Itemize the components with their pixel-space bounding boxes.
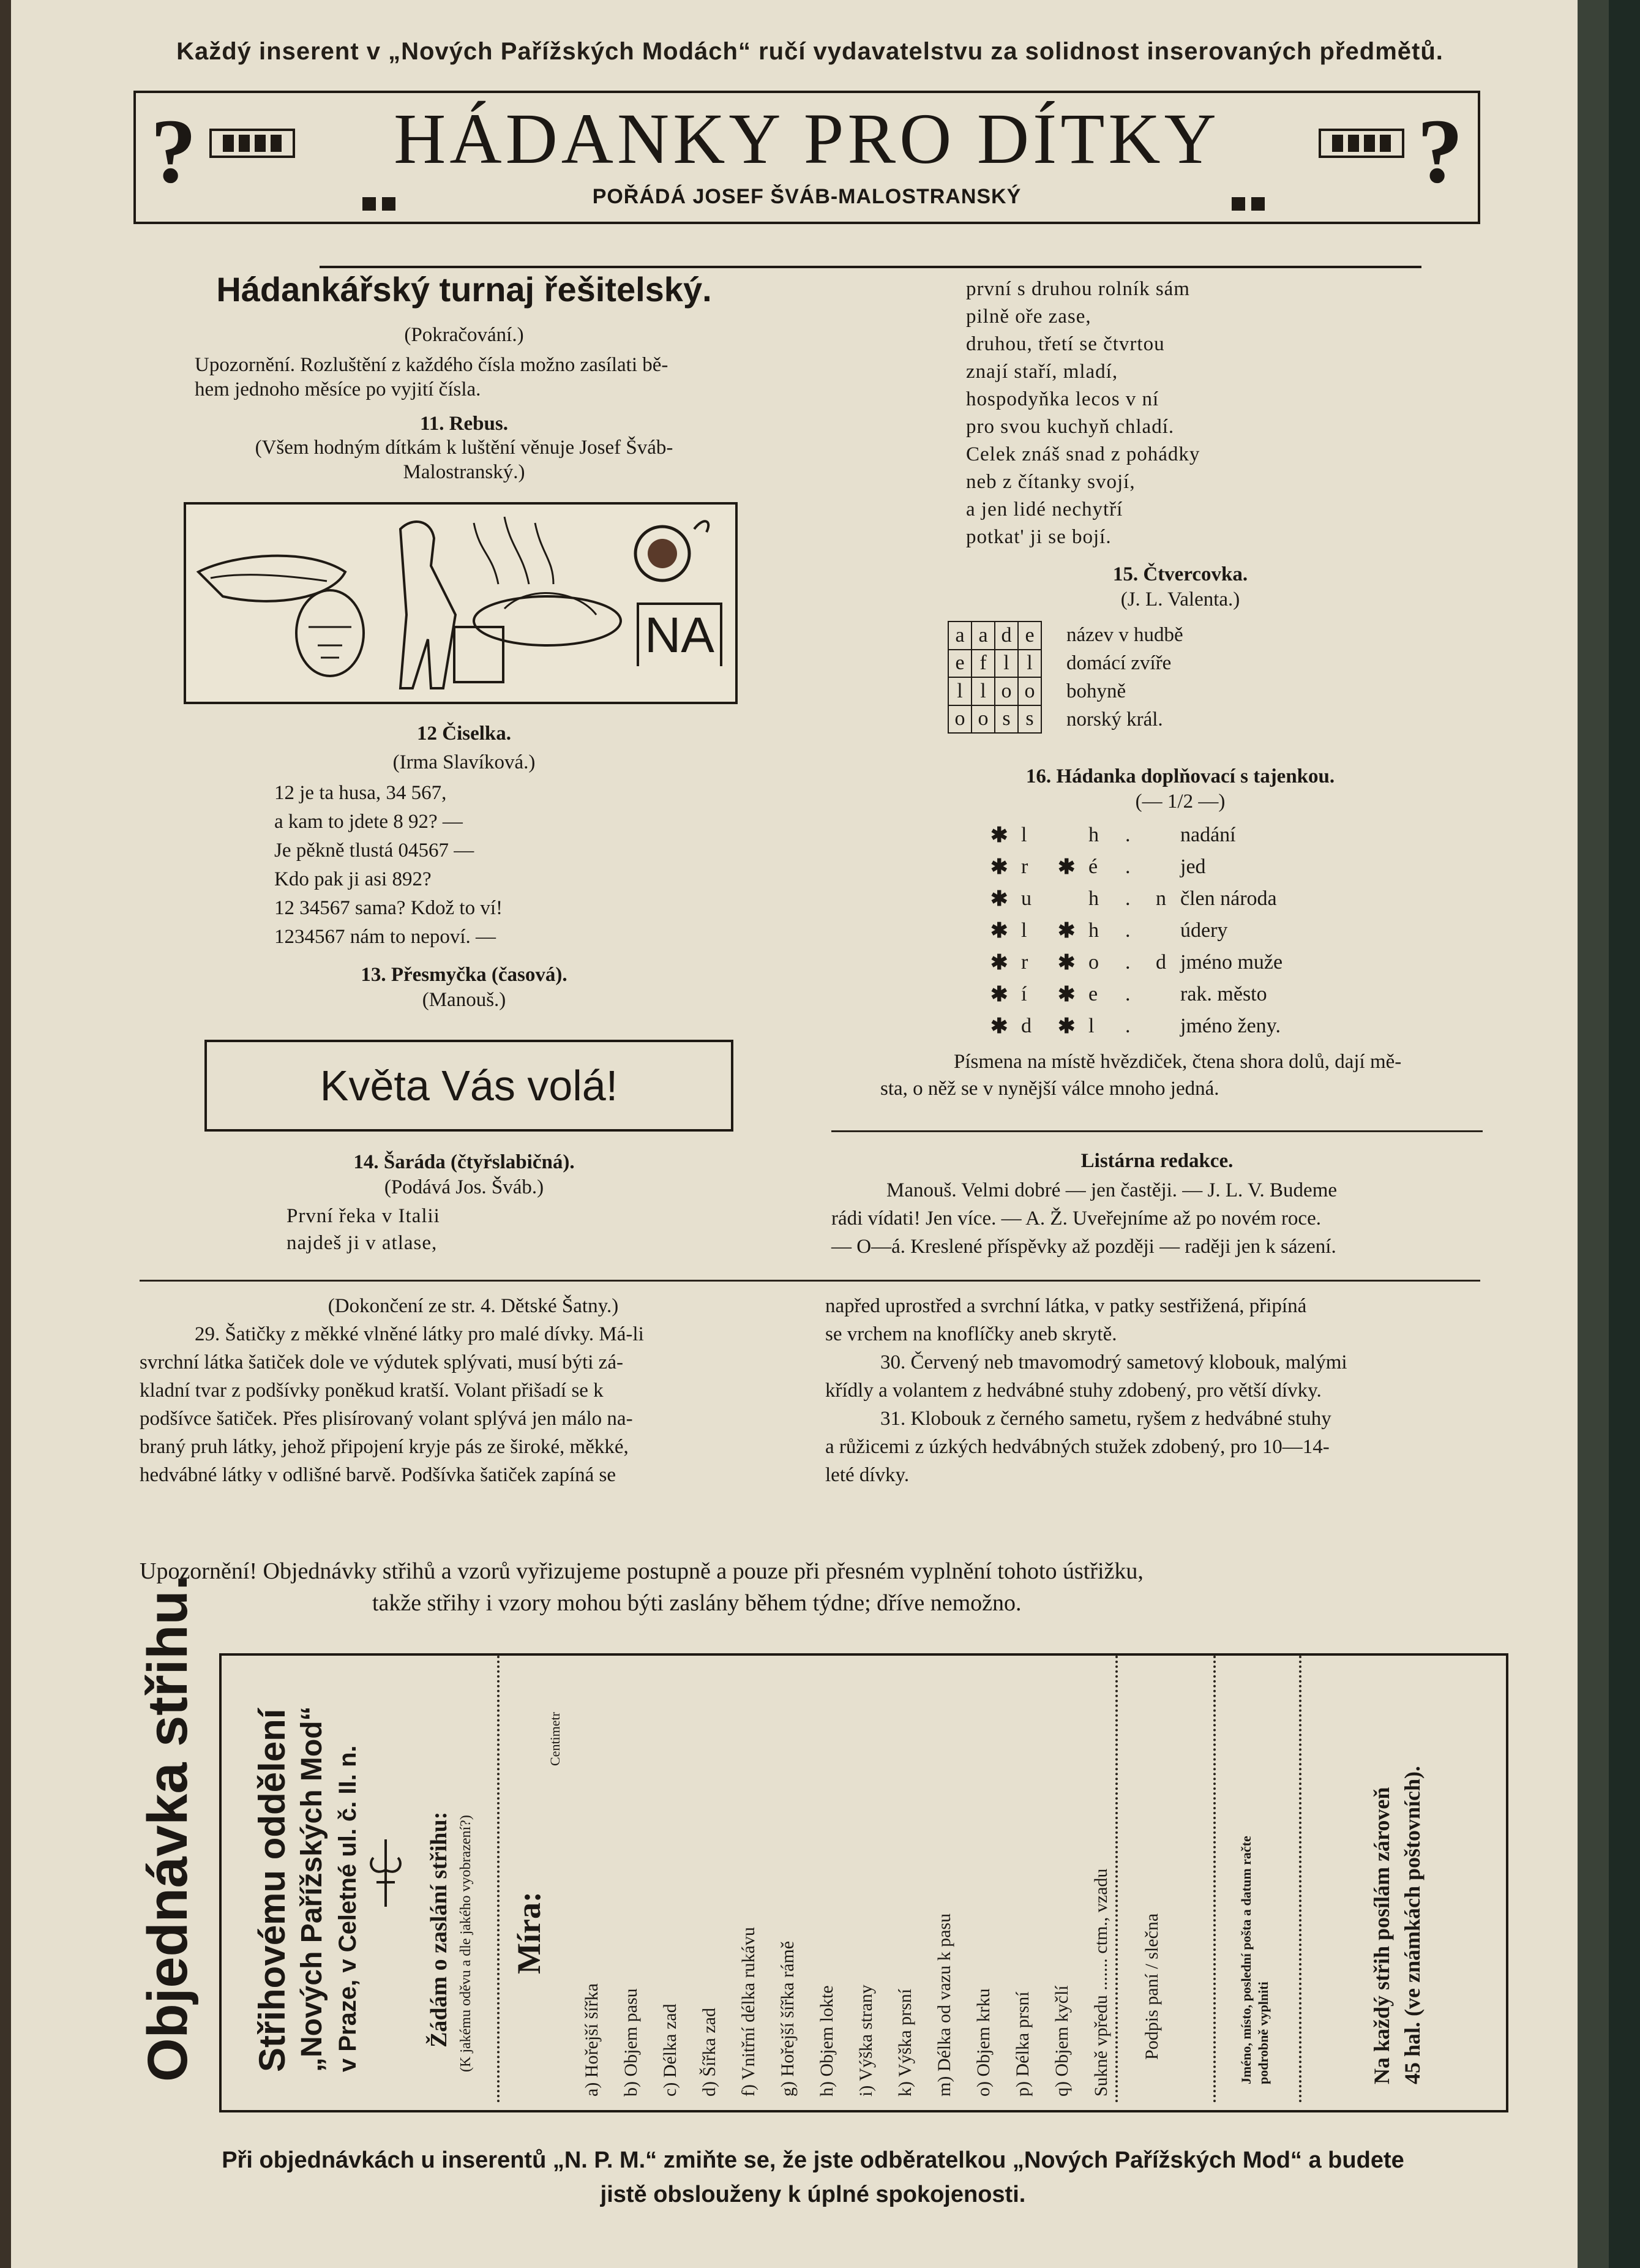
fill-in-cell: . [1125,1015,1131,1037]
notice-line: hem jednoho měsíce po vyjití čísla. [195,378,481,400]
fashion-line: a růžicemi z úzkých hedvábných stužek zdobený, pro 10—14- [825,1436,1330,1458]
measure-item: q) Objem kyčlí [1052,1985,1072,2097]
note-line: Malostranský.) [403,461,525,483]
fill-in-cell: í [1021,983,1027,1005]
question-mark-left: ? [151,100,197,202]
puzzle-13-author: (Manouš.) [422,989,506,1011]
grid-clue: bohyně [1066,680,1126,702]
fill-in-cell: d [1021,1015,1032,1037]
puzzle-header [133,91,1480,224]
fee-line: Na každý střih posílám zároveň [1369,1787,1394,2084]
address-line: Střihovému oddělení [252,1708,293,2072]
name-label: Jméno, místo, poslední pošta a datum račte podrobně vyplniti [1238,1836,1271,2084]
centimetr-label: Centimetr [547,1712,563,1766]
order-address [251,1709,294,2072]
grid-cell: l [972,677,995,705]
grid-cell: o [995,677,1018,705]
verse-line: První řeka v Italii [286,1205,440,1227]
fee-line: 45 hal. (ve známkách poštovních). [1400,1765,1425,2084]
zadam-label: Žádám o zaslání střihu: [426,1811,452,2048]
note-line: (Všem hodným dítkám k luštění věnuje Josef Šváb- [255,437,673,459]
fill-in-cell: ✱ [990,1015,1008,1038]
letter-grid [948,621,1042,734]
measure-item: a) Hořejší šířka [582,1983,602,2097]
fashion-line: 30. Červený neb tmavomodrý sametový klobouk, malými [880,1351,1347,1373]
zadam-sub: (K jakému oděvu a dle jakého vyobrazení?) [458,1815,474,2072]
measure-item: o) Objem krku [973,1988,994,2097]
fill-in-cell: ✱ [990,952,1008,974]
puzzle-12-verse [274,779,733,952]
ornament-square [1232,197,1245,211]
puzzle-14-verse [286,1203,733,1256]
dotted-field[interactable] [1213,1656,1216,2103]
puzzle-14-author: (Podává Jos. Šváb.) [384,1176,544,1198]
measure-item: d) Šířka zad [699,2008,719,2097]
fill-in-row [990,947,1339,978]
verse-line: 1234567 nám to nepoví. — [274,926,496,948]
fill-in-cell: e [1088,983,1098,1005]
dotted-field[interactable] [1115,1656,1118,2103]
grid-cell: a [972,621,995,650]
dotted-field[interactable] [497,1656,500,2103]
measure-item: b) Objem pasu [621,1988,641,2097]
fill-in-cell: r [1021,855,1028,878]
fill-in-cell [1156,978,1180,1010]
measure-item: p) Délka prsní [1013,1991,1033,2097]
fill-in-cell: ✱ [1058,952,1076,974]
puzzle-14 [195,1151,733,1256]
notice-line: Upozornění. Rozluštění z každého čísla možno zasílati bě- [195,354,668,376]
ornament-icon [367,1839,404,1907]
measure-item: c) Délka zad [660,2003,680,2097]
verse-line: 12 34567 sama? Kdož to ví! [274,897,503,919]
grid-cell: o [948,705,972,734]
grid-cell: a [948,621,972,650]
puzzle-14-continued [966,276,1480,551]
grid-clue: norský král. [1066,708,1163,730]
question-mark-right: ? [1417,100,1463,202]
order-big-title: Objednávka střihu. [137,1574,199,2082]
fill-in-cell: ✱ [1058,856,1076,879]
header-title: HÁDANKY PRO DÍTKY [394,99,1220,179]
order-notice [140,1555,1486,1619]
rebus-na: NA [637,603,722,666]
puzzle-15-author: (J. L. Valenta.) [1120,588,1240,610]
fill-in-cell: . [1125,887,1131,910]
footer-note [140,2143,1486,2212]
verse-line: Je pěkně tlustá 04567 — [274,839,474,862]
notice [195,353,733,402]
fashion-line: svrchní látka šatiček dole ve výdutek splývati, musí býti zá- [140,1351,623,1373]
mira-label: Míra: [511,1891,547,1974]
tournament-title: Hádankářský turnaj řešitelský. [216,270,712,309]
measure-item: i) Výška strany [856,1984,876,2097]
puzzle-15 [880,563,1480,734]
puzzle-13-title: 13. Přesmyčka (časová). [361,964,567,986]
fill-in-cell: jed [1180,855,1206,878]
fill-in-cell: d [1156,951,1166,974]
measure-item: h) Objem lokte [817,1985,837,2097]
fill-in-cell: ✱ [990,920,1008,942]
fill-in-cell [1156,819,1180,851]
puzzle-15-title: 15. Čtvercovka. [1112,563,1248,585]
fill-in-cell: h [1088,824,1099,846]
puzzle-14-title: 14. Šaráda (čtyřslabičná). [353,1151,575,1173]
fill-in-cell: ✱ [1058,983,1076,1006]
fill-in-cell: r [1021,951,1028,974]
listarna-line: — O—á. Kreslené příspěvky až později — raději jen k sázení. [831,1236,1336,1258]
fashion-title: (Dokončení ze str. 4. Dětské Šatny.) [328,1295,619,1317]
puzzle-16 [880,765,1480,1102]
fashion-line: leté dívky. [825,1464,910,1486]
puzzle-16-note [880,1048,1480,1102]
puzzle-12 [195,723,733,1012]
fashion-line: 29. Šatičky z měkké vlněné látky pro malé dívky. Má-li [195,1323,644,1345]
fill-in-cell: ✱ [1058,1015,1076,1038]
fill-in-cell: u [1021,887,1032,910]
puzzle-11-title: 11. Rebus. [420,413,508,435]
fill-in-cell: . [1125,855,1131,878]
grid-cell: l [948,677,972,705]
fill-in-cell: o [1088,951,1099,974]
fill-in-cell: . [1125,919,1131,942]
verse-line: najdeš ji v atlase, [286,1232,438,1254]
fill-in-cell: jméno muže [1180,951,1283,974]
right-edge [1578,0,1609,2268]
fill-in-cell: ✱ [990,983,1008,1006]
order-coupon[interactable] [219,1653,1508,2112]
fill-in-table [990,819,1339,1042]
verse-line: pro svou kuchyň chladí. [966,416,1175,438]
verse-line: a kam to jdete 8 92? — [274,811,463,833]
grid-cell: e [948,650,972,678]
listarna [831,1150,1483,1261]
grid-cell: e [1018,621,1041,650]
ornament-square [1251,197,1265,211]
fill-in-cell: n [1156,887,1166,910]
notice-line: takže střihy i vzory mohou býti zaslány během týdne; dříve nemožno. [372,1590,1022,1616]
grid-cell: l [995,650,1018,678]
fashion-line: křídly a volantem z hedvábné stuhy zdobený, pro větší dívky. [825,1380,1322,1402]
fill-in-cell: l [1088,1015,1095,1037]
fill-in-cell: rak. město [1180,983,1267,1005]
fill-in-cell: jméno ženy. [1180,1015,1281,1037]
square-puzzle [948,621,1480,734]
verse-line: potkat' ji se bojí. [966,526,1112,548]
verse-line: 12 je ta husa, 34 567, [274,782,447,804]
dotted-field[interactable] [1299,1656,1301,2103]
fill-in-cell: nadání [1180,824,1236,846]
signature-label: Podpis paní / slečna [1142,1913,1162,2060]
puzzle-12-author: (Irma Slavíková.) [392,751,536,773]
fill-in-cell [1156,851,1180,883]
listarna-body [831,1176,1483,1261]
measure-item: m) Délka od vazu k pasu [934,1913,954,2097]
fill-in-cell [1058,883,1088,915]
address-line: v Praze, v Celetné ul. č. II. n. [334,1745,361,2072]
grid-cell: s [995,705,1018,734]
measure-item: Sukně vpředu ....... ctm., vzadu [1091,1868,1111,2097]
verse-line: první s druhou rolník sám [966,278,1190,300]
fashion-line: hedvábné látky v odlišné barvě. Podšívka šatiček zapíná se [140,1464,616,1486]
grid-clues [1066,621,1183,734]
magazine-page [11,0,1609,2268]
kveta-text: Květa Vás volá! [320,1062,618,1110]
fill-in-cell: údery [1180,919,1228,942]
fashion-left [140,1292,807,1489]
header-rule [320,266,1421,268]
verse-line: neb z čítanky svojí, [966,471,1136,493]
measure-list [580,1656,1314,2109]
puzzle-11-note [195,435,733,484]
fill-in-row [990,978,1339,1010]
fill-in-cell: ✱ [1058,920,1076,942]
address-line: „Nových Pařížských Mod“ [296,1706,328,2072]
grid-cell: s [1018,705,1041,734]
fill-in-cell: . [1125,951,1131,974]
rebus-image [184,502,738,704]
ornament-bars-right [1319,129,1404,158]
verse-line: hospodyňka lecos v ní [966,388,1159,410]
fill-in-cell: é [1088,855,1098,878]
fill-in-cell: l [1021,824,1027,846]
footer-line: Při objednávkách u inserentů „N. P. M.“ zmiňte se, že jste odběratelkou „Nových Pařížských Mod“ a budete [222,2147,1404,2173]
divider [831,1130,1483,1132]
fill-in-cell: ✱ [990,824,1008,847]
fashion-line: se vrchem na knoflíčky aneb skrytě. [825,1323,1117,1345]
verse-line: a jen lidé nechytří [966,498,1123,520]
header-subtitle: POŘÁDÁ JOSEF ŠVÁB-MALOSTRANSKÝ [592,185,1022,208]
notice-line: Upozornění! Objednávky střihů a vzorů vyřizujeme postupně a pouze při přesném vyplnění tohoto ústřižku, [140,1558,1144,1584]
fashion-line: 31. Klobouk z černého sametu, ryšem z hedvábné stuhy [880,1408,1331,1430]
verse-line: Celek znáš snad z pohádky [966,443,1200,465]
note-line: Písmena na místě hvězdiček, čtena shora dolů, dají mě- [954,1051,1402,1073]
fill-in-cell: ✱ [990,888,1008,911]
puzzle-12-title: 12 Čiselka. [416,723,511,745]
verse-line: znají staří, mladí, [966,361,1118,383]
puzzle-16-sub: (— 1/2 —) [1135,790,1226,813]
grid-cell: l [1018,650,1041,678]
grid-clue: domácí zvíře [1066,652,1172,674]
measure-item: f) Vnitřní délka rukávu [738,1927,758,2097]
fill-in-row [990,851,1339,883]
order-address-3 [331,1745,365,2072]
listarna-line: Manouš. Velmi dobré — jen častěji. — J. L. V. Budeme [886,1179,1338,1201]
fashion-line: podšívce šatiček. Přes plisírovaný volant splývá jen málo na- [140,1408,633,1430]
fashion-line: kladní tvar z podšívky poněkud kratší. Volant přišadí se k [140,1380,604,1402]
listarna-title: Listárna redakce. [1080,1150,1234,1172]
verse-line: druhou, třetí se čtvrtou [966,333,1165,355]
fill-in-row [990,1010,1339,1042]
measure-item: g) Hořejší šířka rámě [777,1940,798,2097]
fill-in-cell [1058,819,1088,851]
fee-note [1366,1766,1428,2084]
fashion-line: braný pruh látky, jehož připojení kryje pás ze široké, měkké, [140,1436,629,1458]
fill-in-cell [1156,1010,1180,1042]
listarna-line: rádi vídati! Jen více. — A. Ž. Uveřejníme až po novém roce. [831,1207,1321,1230]
fill-in-cell: . [1125,983,1131,1005]
note-line: sta, o něž se v nynější válce mnoho jedná. [880,1078,1219,1100]
inserent-notice: Každý inserent v „Nových Pařížských Modách“ ručí vydavatelstvu za solidnost inserovaných předmětů. [176,38,1443,65]
measure-item: k) Výška prsní [895,1988,915,2097]
verse-line: pilně oře zase, [966,306,1091,328]
grid-cell: o [972,705,995,734]
fill-in-cell: . [1125,824,1131,846]
fashion-right [825,1292,1486,1489]
grid-cell: o [1018,677,1041,705]
grid-cell: d [995,621,1018,650]
fill-in-cell: ✱ [990,856,1008,879]
puzzle-16-title: 16. Hádanka doplňovací s tajenkou. [1025,765,1335,787]
verse-line: Kdo pak ji asi 892? [274,868,432,890]
footer-line: jistě obslouženy k úplné spokojenosti. [600,2182,1026,2207]
divider [140,1280,1480,1282]
grid-clue: název v hudbě [1066,624,1183,646]
fill-in-row [990,915,1339,947]
fill-in-cell: h [1088,887,1099,910]
fill-in-cell [1156,915,1180,947]
fill-in-cell: l [1021,919,1027,942]
fill-in-row [990,819,1339,851]
left-column [195,269,733,484]
kveta-box [204,1040,733,1132]
fill-in-cell: h [1088,919,1099,942]
grid-cell: f [972,650,995,678]
fill-in-row [990,883,1339,915]
page-spine [0,0,11,2268]
continuation: (Pokračování.) [404,324,524,346]
order-address-2 [294,1706,331,2072]
fashion-line: napřed uprostřed a svrchní látka, v patky sestřižená, připíná [825,1295,1307,1317]
fill-in-cell: člen národa [1180,887,1277,910]
